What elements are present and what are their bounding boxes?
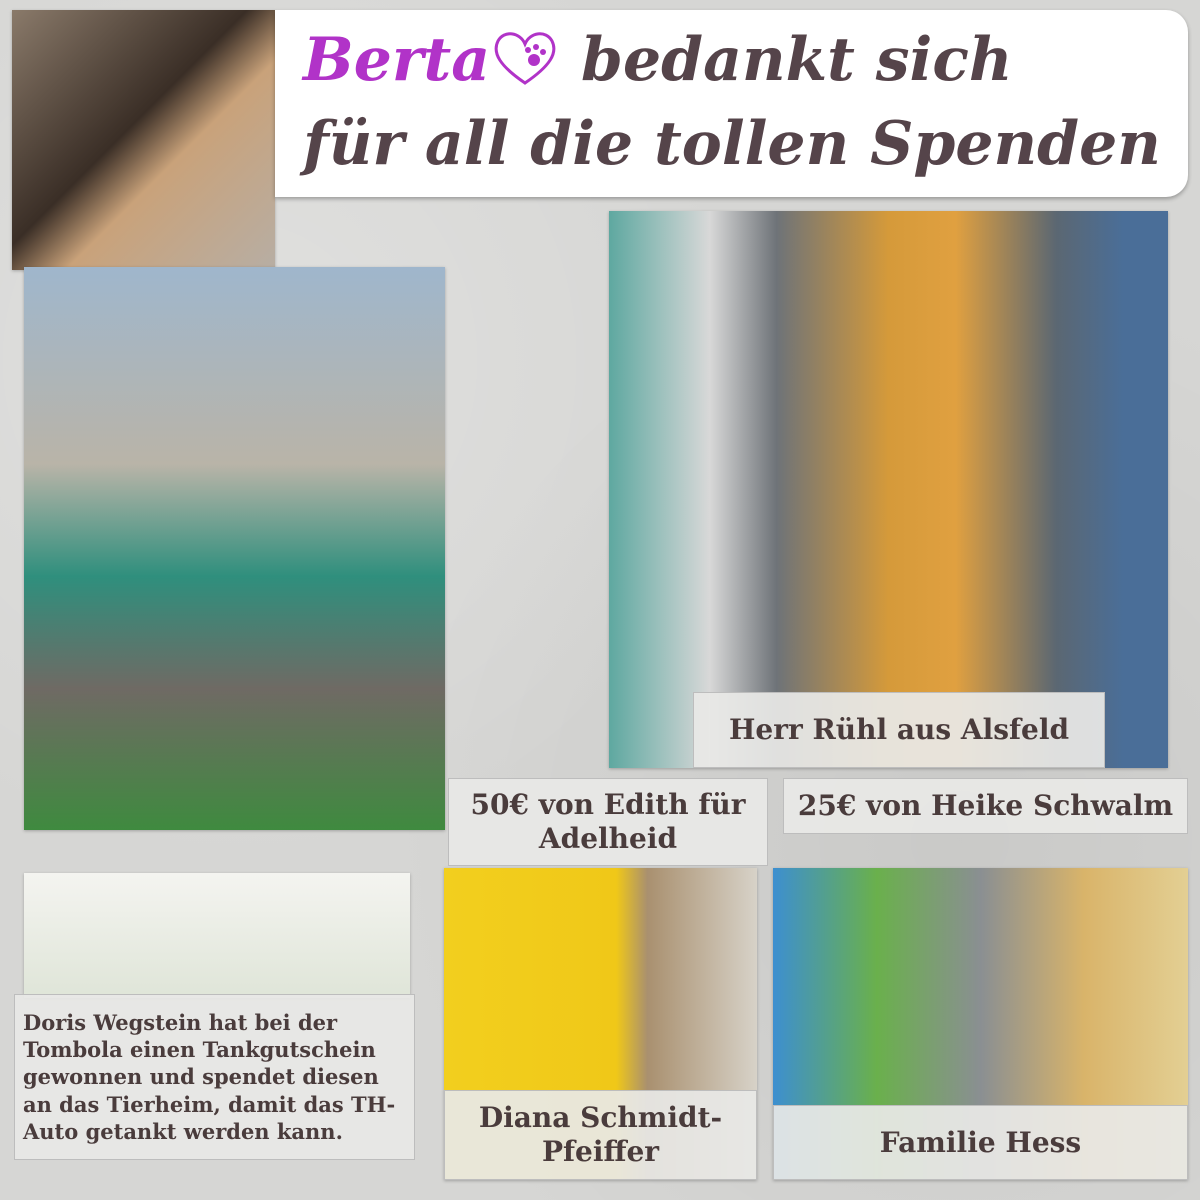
brand-name: Berta	[303, 25, 491, 95]
page-title	[275, 10, 1188, 197]
caption-diana: Diana Schmidt-Pfeiffer	[444, 1090, 757, 1180]
dog-photo	[12, 10, 275, 270]
caption-ruehl: Herr Rühl aus Alsfeld	[693, 692, 1105, 768]
caption-heike: 25€ von Heike Schwalm	[783, 778, 1188, 834]
caption-doris: Doris Wegstein hat bei der Tombola einen Tankgutschein gewonnen und spendet diesen an das Tierheim, damit das TH-Auto getankt werden kann.	[14, 994, 415, 1160]
title-line1: bedankt sich	[580, 25, 1013, 95]
voucher-photo	[24, 873, 410, 998]
title-line2: für all die tollen Spenden	[303, 109, 1161, 179]
woman-donation-photo	[24, 267, 445, 830]
herr-ruehl-photo	[609, 211, 1168, 768]
caption-edith: 50€ von Edith für Adelheid	[448, 778, 768, 866]
caption-hess: Familie Hess	[773, 1105, 1188, 1180]
heart-paw-icon	[490, 28, 560, 88]
